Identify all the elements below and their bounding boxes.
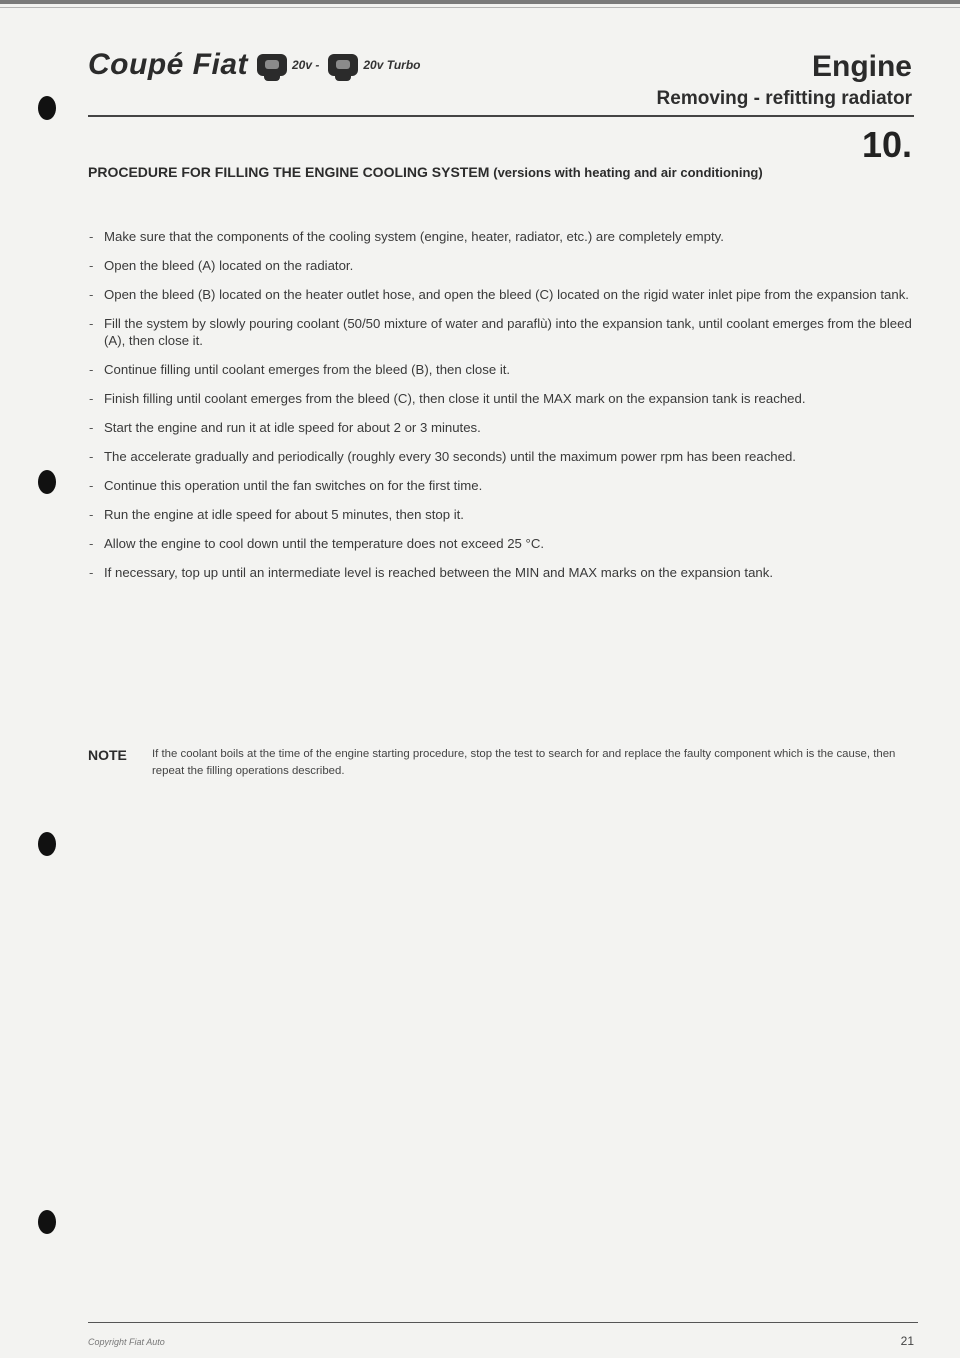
list-item: - The accelerate gradually and periodically (roughly every 30 seconds) until the maximum power rpm has been reached. [88, 448, 918, 465]
top-border-thin [0, 7, 960, 8]
note-block [88, 746, 918, 780]
page-number: 21 [900, 1334, 914, 1348]
procedure-heading [88, 162, 918, 183]
list-item: - Start the engine and run it at idle speed for about 2 or 3 minutes. [88, 419, 918, 436]
list-item: - Run the engine at idle speed for about 5 minutes, then stop it. [88, 506, 918, 523]
binder-hole-icon [38, 832, 56, 856]
list-item: - Make sure that the components of the cooling system (engine, heater, radiator, etc.) are completely empty. [88, 228, 918, 245]
list-item: - Open the bleed (A) located on the radiator. [88, 257, 918, 274]
list-item: - If necessary, top up until an intermediate level is reached between the MIN and MAX marks on the expansion tank. [88, 564, 918, 581]
binder-hole-icon [38, 96, 56, 120]
procedure-steps [88, 228, 918, 593]
chapter-number: 10. [861, 124, 912, 165]
section-title: Engine [811, 50, 912, 83]
variant-label: 20v - [292, 58, 320, 72]
procedure-subtitle: (versions with heating and air conditioning) [493, 165, 763, 180]
header-divider [88, 115, 914, 117]
binder-hole-icon [38, 470, 56, 494]
list-item: - Fill the system by slowly pouring coolant (50/50 mixture of water and paraflù) into the expansion tank, until coolant emerges from the bleed (A), then close it. [88, 315, 918, 349]
procedure-title: PROCEDURE FOR FILLING THE ENGINE COOLING SYSTEM [88, 164, 490, 180]
brand-header [88, 48, 421, 82]
model-badge-icon [257, 54, 287, 76]
list-item: - Open the bleed (B) located on the heater outlet hose, and open the bleed (C) located on the rigid water inlet pipe from the expansion tank. [88, 286, 918, 303]
brand-title: Coupé Fiat [88, 48, 248, 81]
list-item: - Continue this operation until the fan switches on for the first time. [88, 477, 918, 494]
note-label: NOTE [88, 747, 127, 763]
model-badge-icon [328, 54, 358, 76]
subsection-title: Removing - refitting radiator [656, 88, 912, 109]
top-border [0, 0, 960, 4]
footer-divider [88, 1322, 918, 1323]
note-text: If the coolant boils at the time of the engine starting procedure, stop the test to search for and replace the faulty component which is the cause, then repeat the filling operations described. [152, 748, 896, 777]
list-item: - Allow the engine to cool down until the temperature does not exceed 25 °C. [88, 535, 918, 552]
list-item: - Finish filling until coolant emerges from the bleed (C), then close it until the MAX mark on the expansion tank is reached. [88, 390, 918, 407]
binder-hole-icon [38, 1210, 56, 1234]
copyright-text: Copyright Fiat Auto [88, 1337, 165, 1347]
variant-label: 20v Turbo [363, 58, 421, 72]
list-item: - Continue filling until coolant emerges from the bleed (B), then close it. [88, 361, 918, 378]
